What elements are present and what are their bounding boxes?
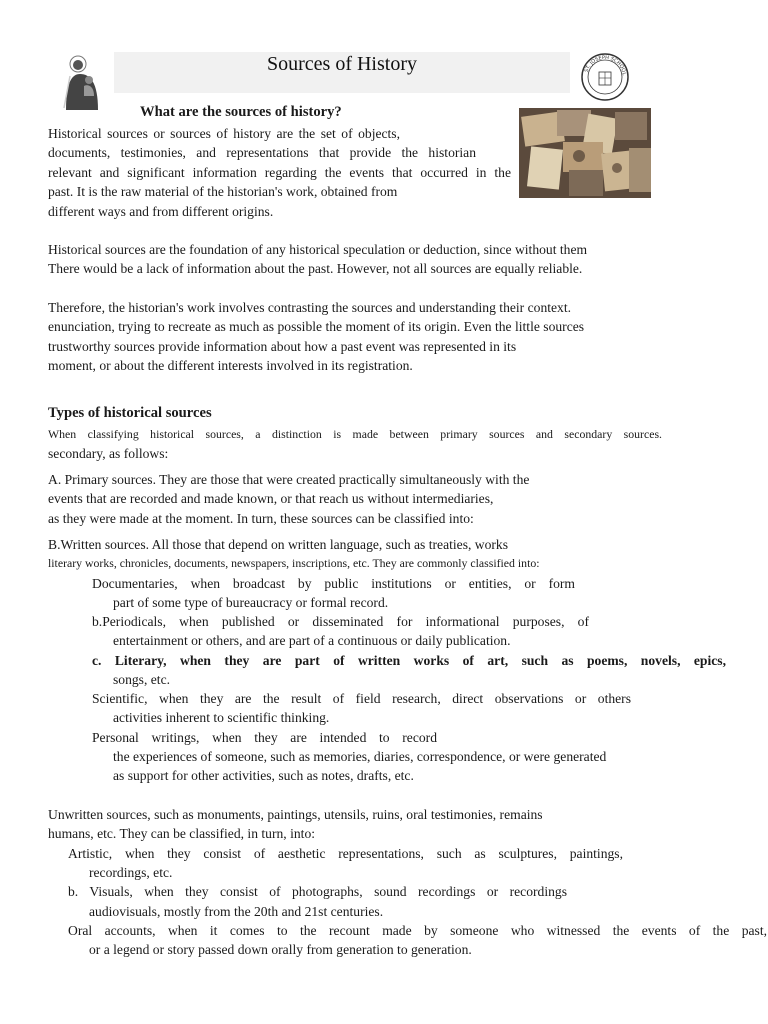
paragraph-line: literary works, chronicles, documents, newspapers, inscriptions, etc. They are commonly classified into:: [48, 556, 540, 570]
paragraph-line: documents, testimonies, and representations that provide the historian: [48, 145, 476, 160]
list-item: c. Literary, when they are part of written works of art, such as poems, novels, epics,: [92, 653, 726, 668]
paragraph-line: humans, etc. They can be classified, in turn, into:: [48, 826, 316, 841]
paragraph-line: Historical sources are the foundation of any historical speculation or deduction, since without them: [48, 242, 588, 257]
paragraph-line: secondary, as follows:: [48, 446, 169, 461]
list-item: audiovisuals, mostly from the 20th and 21st centuries.: [89, 904, 384, 919]
list-item: part of some type of bureaucracy or formal record.: [113, 595, 389, 610]
paragraph-line: trustworthy sources provide information about how a past event was represented in its: [48, 339, 517, 354]
list-item: Documentaries, when broadcast by public institutions or entities, or form: [92, 576, 575, 591]
list-item: recordings, etc.: [89, 865, 173, 880]
paragraph-line: different ways and from different origins.: [48, 204, 274, 219]
list-item: Scientific, when they are the result of field research, direct observations or others: [92, 691, 631, 706]
saint-joseph-image: [58, 52, 106, 110]
paragraph-line: Therefore, the historian's work involves contrasting the sources and understanding their context.: [48, 300, 572, 315]
paragraph-line: Unwritten sources, such as monuments, paintings, utensils, ruins, oral testimonies, remains: [48, 807, 543, 822]
list-item: or a legend or story passed down orally from generation to generation.: [89, 942, 472, 957]
list-item: Oral accounts, when it comes to the recount made by someone who witnessed the events of the past,: [68, 923, 767, 938]
paragraph-line: past. It is the raw material of the historian's work, obtained from: [48, 184, 398, 199]
paragraph-line: A. Primary sources. They are those that were created practically simultaneously with the: [48, 472, 530, 487]
list-item: b. Visuals, when they consist of photographs, sound recordings or recordings: [68, 884, 567, 899]
paragraph-line: B.Written sources. All those that depend on written language, such as treaties, works: [48, 537, 509, 552]
seal-text: ST. JOSEPH SCHOOL: [583, 54, 627, 76]
paragraph-line: as they were made at the moment. In turn, these sources can be classified into:: [48, 511, 474, 526]
paragraph-line: events that are recorded and made known, or that reach us without intermediaries,: [48, 491, 494, 506]
school-seal-logo: [580, 52, 630, 102]
list-item: songs, etc.: [113, 672, 171, 687]
paragraph-line: When classifying historical sources, a distinction is made between primary sources and secondary sources.: [48, 427, 662, 441]
paragraph-line: moment, or about the different interests involved in its registration.: [48, 358, 413, 373]
section-heading-sources: What are the sources of history?: [140, 104, 342, 120]
list-item: entertainment or others, and are part of a continuous or daily publication.: [113, 633, 511, 648]
paragraph-line: There would be a lack of information about the past. However, not all sources are equally reliable.: [48, 261, 583, 276]
list-item: b.Periodicals, when published or disseminated for informational purposes, of: [92, 614, 589, 629]
list-item: Personal writings, when they are intended to record: [92, 730, 437, 745]
historical-documents-photo: [519, 108, 651, 198]
list-item: as support for other activities, such as notes, drafts, etc.: [113, 768, 414, 783]
list-item: the experiences of someone, such as memories, diaries, correspondence, or were generated: [113, 749, 607, 764]
list-item: activities inherent to scientific thinking.: [113, 710, 330, 725]
paragraph-line: enunciation, trying to recreate as much as possible the moment of its origin. Even the little sources: [48, 319, 585, 334]
page-title: Sources of History: [267, 53, 417, 75]
paragraph-line: relevant and significant information regarding the events that occurred in the: [48, 165, 511, 180]
paragraph-line: Historical sources or sources of history are the set of objects,: [48, 126, 400, 141]
section-heading-types: Types of historical sources: [48, 405, 212, 421]
list-item: Artistic, when they consist of aesthetic representations, such as sculptures, paintings,: [68, 846, 623, 861]
